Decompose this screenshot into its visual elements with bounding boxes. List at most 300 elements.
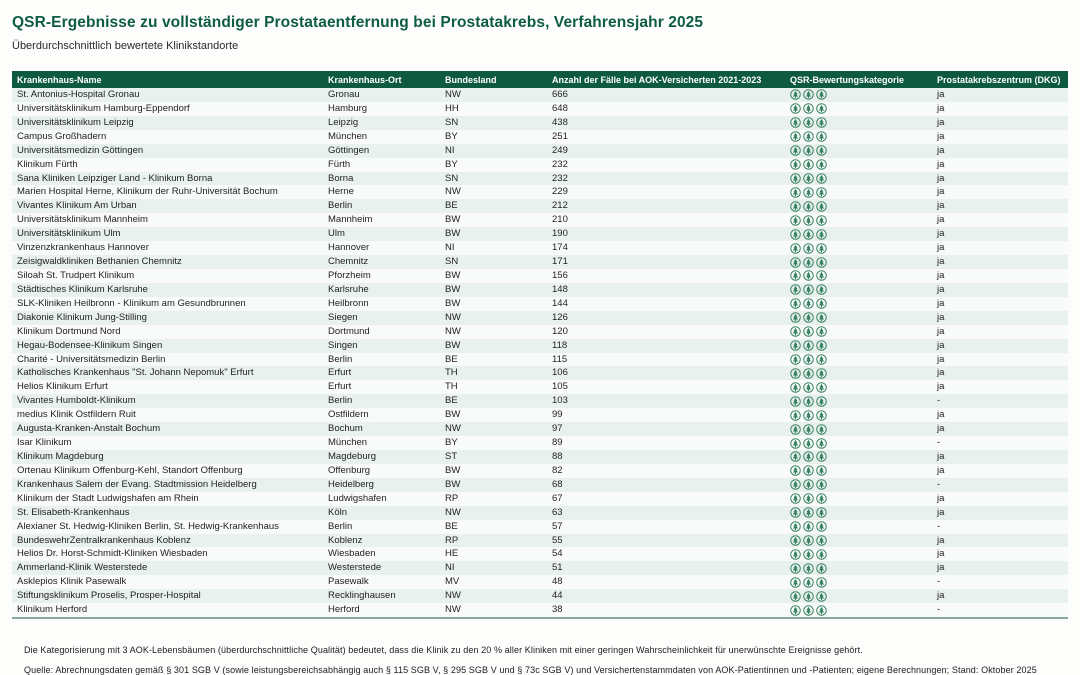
aok-lebensbaum-tree-icon [816,368,827,379]
aok-lebensbaum-tree-icon [803,535,814,546]
aok-lebensbaum-tree-icon [816,131,827,142]
dkg-center-cell: ja [937,186,945,198]
qsr-rating-cell [785,561,932,575]
qsr-rating-cell [785,394,932,408]
dkg-center-cell: ja [937,353,945,365]
hospital-name-cell: Marien Hospital Herne, Klinikum der Ruhr-Universität Bochum [17,186,278,198]
table-row [12,561,1068,575]
table-row [12,380,1068,394]
column-header-case-count: Anzahl der Fälle bei AOK-Versicherten 2021-2023 [547,71,785,88]
dkg-center-cell: - [932,603,1068,618]
qsr-rating-cell [785,547,932,561]
aok-lebensbaum-tree-icon [803,117,814,128]
aok-lebensbaum-tree-icon [790,591,801,602]
qsr-rating-cell [785,199,932,213]
cases-cell: 57 [552,520,563,532]
state-cell: NI [445,562,455,574]
aok-lebensbaum-tree-icon [790,326,801,337]
hospital-name-cell: Städtisches Klinikum Karlsruhe [17,283,148,295]
hospital-name-cell: St. Antonius-Hospital Gronau [17,89,140,100]
aok-lebensbaum-tree-icon [790,229,801,240]
aok-lebensbaum-tree-icon [790,215,801,226]
table-row [12,283,1068,297]
table-row [12,227,1068,241]
aok-lebensbaum-tree-icon [803,507,814,518]
hospital-name-cell: Hegau-Bodensee-Klinikum Singen [17,339,163,351]
cases-cell: 44 [552,590,563,602]
aok-lebensbaum-tree-icon [816,270,827,281]
dkg-center-cell: - [937,478,941,490]
city-cell: Ostfildern [328,409,369,421]
qsr-rating-cell [785,422,932,436]
city-cell: Berlin [328,353,353,365]
column-header-state: Bundesland [440,71,547,88]
aok-lebensbaum-tree-icon [790,563,801,574]
qsr-rating-cell [785,325,932,339]
hospital-name-cell: Klinikum Fürth [17,158,78,170]
aok-lebensbaum-tree-icon [790,521,801,532]
table-row [12,366,1068,380]
aok-lebensbaum-tree-icon [803,591,814,602]
aok-lebensbaum-tree-icon [790,131,801,142]
dkg-center-cell: ja [937,102,945,114]
dkg-center-cell: ja [937,89,945,100]
city-cell: Köln [328,506,348,518]
city-cell: Ulm [328,228,345,240]
state-cell: HE [445,548,459,560]
aok-lebensbaum-tree-icon [816,145,827,156]
aok-lebensbaum-tree-icon [816,521,827,532]
cases-cell: 210 [552,214,568,226]
qsr-rating-cell [785,464,932,478]
state-cell: SN [445,116,459,128]
hospital-name-cell: Asklepios Klinik Pasewalk [17,576,127,588]
aok-lebensbaum-tree-icon [816,103,827,114]
cases-cell: 68 [552,478,563,490]
state-cell: BE [445,395,458,407]
hospital-name-cell: Vivantes Humboldt-Klinikum [17,395,136,407]
cases-cell: 120 [552,325,568,337]
state-cell: NW [445,590,461,602]
dkg-center-cell: ja [937,256,945,268]
qsr-rating-cell [785,534,932,548]
cases-cell: 97 [552,423,563,435]
aok-lebensbaum-tree-icon [790,535,801,546]
city-cell: Chemnitz [328,256,369,268]
aok-lebensbaum-tree-icon [790,382,801,393]
city-cell: Offenburg [328,464,371,476]
table-row [12,575,1068,589]
hospital-name-cell: Siloah St. Trudpert Klinikum [17,269,135,281]
dkg-center-cell: ja [937,269,945,281]
aok-lebensbaum-tree-icon [803,577,814,588]
hospital-name-cell: medius Klinik Ostfildern Ruit [17,409,136,421]
state-cell: BY [445,158,458,170]
aok-lebensbaum-tree-icon [816,605,827,616]
city-cell: Heilbronn [328,297,369,309]
table-body [12,88,1068,618]
aok-lebensbaum-tree-icon [816,451,827,462]
state-cell: SN [445,256,459,268]
qsr-rating-cell [785,185,932,199]
qsr-rating-cell [785,283,932,297]
cases-cell: 105 [552,381,568,393]
aok-lebensbaum-tree-icon [816,465,827,476]
cases-cell: 54 [552,548,563,560]
aok-lebensbaum-tree-icon [803,243,814,254]
hospital-name-cell: BundeswehrZentralkrankenhaus Koblenz [17,534,191,546]
state-cell: NW [440,603,547,618]
aok-lebensbaum-tree-icon [790,298,801,309]
aok-lebensbaum-tree-icon [790,410,801,421]
aok-lebensbaum-tree-icon [803,145,814,156]
hospital-name-cell: Diakonie Klinikum Jung-Stilling [17,311,147,323]
dkg-center-cell: ja [937,242,945,254]
dkg-center-cell: - [937,520,941,532]
hospital-name-cell: Helios Dr. Horst-Schmidt-Kliniken Wiesbaden [17,548,208,560]
aok-lebensbaum-tree-icon [790,465,801,476]
dkg-center-cell: ja [937,325,945,337]
qsr-rating-cell [785,506,932,520]
dkg-center-cell: - [937,576,941,588]
state-cell: NW [445,89,461,100]
state-cell: MV [445,576,460,588]
aok-lebensbaum-tree-icon [816,396,827,407]
hospital-name-cell: Helios Klinikum Erfurt [17,381,108,393]
state-cell: RP [445,534,459,546]
aok-lebensbaum-tree-icon [803,410,814,421]
qsr-rating-cell [785,478,932,492]
state-cell: BW [445,228,461,240]
cases-cell: 82 [552,464,563,476]
city-cell: Pasewalk [328,576,369,588]
aok-lebensbaum-tree-icon [790,103,801,114]
state-cell: RP [445,492,459,504]
aok-lebensbaum-tree-icon [816,424,827,435]
hospital-name-cell: Sana Kliniken Leipziger Land - Klinikum Borna [17,172,213,184]
table-row [12,297,1068,311]
aok-lebensbaum-tree-icon [816,159,827,170]
table-row [12,339,1068,353]
aok-lebensbaum-tree-icon [816,173,827,184]
aok-lebensbaum-tree-icon [790,507,801,518]
dkg-center-cell: ja [937,423,945,435]
state-cell: NW [445,423,461,435]
table-row [12,534,1068,548]
qsr-rating-cell [785,213,932,227]
aok-lebensbaum-tree-icon [803,89,814,100]
aok-lebensbaum-tree-icon [803,549,814,560]
hospital-name-cell: Klinikum Magdeburg [17,450,104,462]
table-row [12,464,1068,478]
cases-cell: 438 [552,116,568,128]
cases-cell: 88 [552,450,563,462]
aok-lebensbaum-tree-icon [803,563,814,574]
qsr-rating-cell [785,366,932,380]
aok-lebensbaum-tree-icon [790,424,801,435]
state-cell: BW [445,214,461,226]
table-row [12,603,1068,618]
aok-lebensbaum-tree-icon [816,535,827,546]
city-cell: Heidelberg [328,478,374,490]
aok-lebensbaum-tree-icon [803,229,814,240]
aok-lebensbaum-tree-icon [790,270,801,281]
qsr-rating-cell [785,297,932,311]
aok-lebensbaum-tree-icon [790,284,801,295]
hospital-name-cell: Katholisches Krankenhaus "St. Johann Nepomuk" Erfurt [17,367,254,379]
state-cell: BW [445,409,461,421]
city-cell: Magdeburg [328,450,377,462]
cases-cell: 232 [552,158,568,170]
state-cell: BW [445,269,461,281]
table-row [12,116,1068,130]
aok-lebensbaum-tree-icon [803,396,814,407]
city-cell: Westerstede [328,562,382,574]
city-cell: Fürth [328,158,351,170]
cases-cell: 251 [552,130,568,142]
aok-lebensbaum-tree-icon [816,563,827,574]
state-cell: NW [445,325,461,337]
state-cell: ST [445,450,458,462]
state-cell: BY [445,130,458,142]
dkg-center-cell: ja [937,200,945,212]
aok-lebensbaum-tree-icon [790,438,801,449]
hospital-name-cell: Universitätsklinikum Leipzig [17,116,134,128]
dkg-center-cell: ja [937,381,945,393]
state-cell: BW [445,339,461,351]
hospital-name-cell: Augusta-Kranken-Anstalt Bochum [17,423,161,435]
city-cell: Siegen [328,311,358,323]
aok-lebensbaum-tree-icon [803,298,814,309]
hospital-name-cell: Zeisigwaldkliniken Bethanien Chemnitz [17,256,182,268]
city-cell: Bochum [328,423,363,435]
aok-lebensbaum-tree-icon [816,549,827,560]
cases-cell: 115 [552,353,568,365]
hospital-name-cell: Klinikum Dortmund Nord [17,325,121,337]
aok-lebensbaum-tree-icon [790,577,801,588]
page-title: QSR-Ergebnisse zu vollständiger Prostataentfernung bei Prostatakrebs, Verfahrensjahr 2025 [12,14,704,31]
hospital-name-cell: Krankenhaus Salem der Evang. Stadtmission Heidelberg [17,478,257,490]
aok-lebensbaum-tree-icon [790,117,801,128]
cases-cell: 63 [552,506,563,518]
aok-lebensbaum-tree-icon [803,438,814,449]
aok-lebensbaum-tree-icon [816,382,827,393]
aok-lebensbaum-tree-icon [816,229,827,240]
table-row [12,408,1068,422]
state-cell: NI [445,144,455,156]
column-header-dkg-center: Prostatakrebszentrum (DKG) [932,71,1068,88]
aok-lebensbaum-tree-icon [803,312,814,323]
qsr-rating-cell [785,255,932,269]
dkg-center-cell: ja [937,214,945,226]
qsr-rating-cell [785,520,932,534]
clinic-results-table [12,71,1068,619]
cases-cell: 89 [552,437,563,449]
page-subtitle: Überdurchschnittlich bewertete Klinikstandorte [12,40,239,52]
aok-lebensbaum-tree-icon [790,89,801,100]
city-cell: Gronau [328,89,360,100]
aok-lebensbaum-tree-icon [816,257,827,268]
aok-lebensbaum-tree-icon [816,312,827,323]
column-header-city: Krankenhaus-Ort [323,71,440,88]
city-cell: Koblenz [328,534,363,546]
state-cell: NW [445,186,461,198]
city-cell: Wiesbaden [328,548,376,560]
state-cell: BW [445,464,461,476]
state-cell: TH [445,367,458,379]
aok-lebensbaum-tree-icon [803,521,814,532]
aok-lebensbaum-tree-icon [816,187,827,198]
aok-lebensbaum-tree-icon [790,354,801,365]
dkg-center-cell: ja [937,590,945,602]
state-cell: BW [445,297,461,309]
table-row [12,394,1068,408]
source-note: Quelle: Abrechnungsdaten gemäß § 301 SGB V (sowie leistungsbereichsabhängig auch § 115 SGB V, § 295 SGB V und § 73c SGB V) und Versichertenstammdaten von AOK-Patientinnen und -Patienten; eigene Berechnungen; Stand: Oktober 2025 [24,665,1037,675]
hospital-name-cell: Ammerland-Klinik Westerstede [17,562,148,574]
hospital-name-cell: Isar Klinikum [17,437,72,449]
qsr-rating-cell [785,589,932,603]
table-row [12,436,1068,450]
hospital-name-cell: Universitätsklinikum Ulm [17,228,121,240]
table-header [12,71,1068,88]
table-row [12,269,1068,283]
cases-cell: 51 [552,562,563,574]
hospital-name-cell: Stiftungsklinikum Proselis, Prosper-Hospital [17,590,201,602]
aok-lebensbaum-tree-icon [816,284,827,295]
aok-lebensbaum-tree-icon [790,159,801,170]
state-cell: BW [445,478,461,490]
aok-lebensbaum-tree-icon [816,201,827,212]
aok-lebensbaum-tree-icon [803,605,814,616]
qsr-rating-cell [785,339,932,353]
categorization-footnote: Die Kategorisierung mit 3 AOK-Lebensbäumen (überdurchschnittliche Qualität) bedeutet, dass die Klinik zu den 20 % aller Kliniken mit einer geringen Wahrscheinlichkeit für unerwünschte Ereignisse gehört. [24,645,863,656]
aok-lebensbaum-tree-icon [803,479,814,490]
qsr-rating-cell [785,88,932,102]
aok-lebensbaum-tree-icon [816,243,827,254]
qsr-rating-cell [785,116,932,130]
hospital-name-cell: Vivantes Klinikum Am Urban [17,200,137,212]
table-row [12,185,1068,199]
state-cell: BE [445,200,458,212]
city-cell: Borna [328,172,354,184]
city-cell: Erfurt [328,367,352,379]
hospital-name-cell: Campus Großhadern [17,130,107,142]
table-row [12,88,1068,102]
cases-cell: 666 [552,89,568,100]
aok-lebensbaum-tree-icon [790,451,801,462]
table-row [12,199,1068,213]
hospital-name-cell: Universitätsmedizin Göttingen [17,144,144,156]
hospital-name-cell: Vinzenzkrankenhaus Hannover [17,242,149,254]
city-cell: Singen [328,339,358,351]
aok-lebensbaum-tree-icon [803,354,814,365]
aok-lebensbaum-tree-icon [816,493,827,504]
city-cell: Dortmund [328,325,370,337]
cases-cell: 38 [547,603,785,618]
aok-lebensbaum-tree-icon [803,187,814,198]
city-cell: Leipzig [328,116,359,128]
qsr-rating-cell [785,241,932,255]
qsr-rating-cell [785,227,932,241]
hospital-name-cell: St. Elisabeth-Krankenhaus [17,506,130,518]
cases-cell: 648 [552,102,568,114]
table-row [12,520,1068,534]
aok-lebensbaum-tree-icon [790,257,801,268]
dkg-center-cell: ja [937,464,945,476]
dkg-center-cell: ja [937,409,945,421]
qsr-rating-cell [785,158,932,172]
aok-lebensbaum-tree-icon [803,465,814,476]
city-cell: Mannheim [328,214,373,226]
aok-lebensbaum-tree-icon [803,326,814,337]
city-cell: München [328,437,368,449]
dkg-center-cell: ja [937,130,945,142]
state-cell: BE [445,353,458,365]
aok-lebensbaum-tree-icon [816,89,827,100]
dkg-center-cell: ja [937,450,945,462]
aok-lebensbaum-tree-icon [816,340,827,351]
aok-lebensbaum-tree-icon [816,410,827,421]
dkg-center-cell: ja [937,534,945,546]
aok-lebensbaum-tree-icon [790,493,801,504]
hospital-name-cell: Universitätsklinikum Mannheim [17,214,148,226]
aok-lebensbaum-tree-icon [816,591,827,602]
dkg-center-cell: ja [937,548,945,560]
aok-lebensbaum-tree-icon [803,451,814,462]
aok-lebensbaum-tree-icon [803,131,814,142]
qsr-rating-cell [785,269,932,283]
cases-cell: 190 [552,228,568,240]
aok-lebensbaum-tree-icon [816,326,827,337]
dkg-center-cell: ja [937,172,945,184]
aok-lebensbaum-tree-icon [790,173,801,184]
column-header-qsr-rating: QSR-Bewertungskategorie [785,71,932,88]
aok-lebensbaum-tree-icon [803,201,814,212]
table-row [12,422,1068,436]
table-row [12,213,1068,227]
table-row [12,353,1068,367]
aok-lebensbaum-tree-icon [803,493,814,504]
table-row [12,311,1068,325]
dkg-center-cell: ja [937,228,945,240]
state-cell: BY [445,437,458,449]
aok-lebensbaum-tree-icon [816,215,827,226]
state-cell: HH [445,102,459,114]
qsr-rating-cell [785,311,932,325]
city-cell: Karlsruhe [328,283,369,295]
aok-lebensbaum-tree-icon [790,549,801,560]
qsr-rating-cell [785,492,932,506]
state-cell: NW [445,506,461,518]
table-row [12,255,1068,269]
qsr-rating-cell [785,408,932,422]
dkg-center-cell: ja [937,367,945,379]
aok-lebensbaum-tree-icon [816,298,827,309]
aok-lebensbaum-tree-icon [790,479,801,490]
qsr-rating-cell [785,436,932,450]
aok-lebensbaum-tree-icon [803,159,814,170]
dkg-center-cell: - [937,437,941,449]
hospital-name-cell: Universitätsklinikum Hamburg-Eppendorf [17,102,190,114]
table-row [12,144,1068,158]
aok-lebensbaum-tree-icon [803,382,814,393]
qsr-rating-cell [785,380,932,394]
qsr-rating-cell [785,144,932,158]
qsr-rating-cell [785,575,932,589]
city-cell: Göttingen [328,144,370,156]
cases-cell: 212 [552,200,568,212]
aok-lebensbaum-tree-icon [816,117,827,128]
